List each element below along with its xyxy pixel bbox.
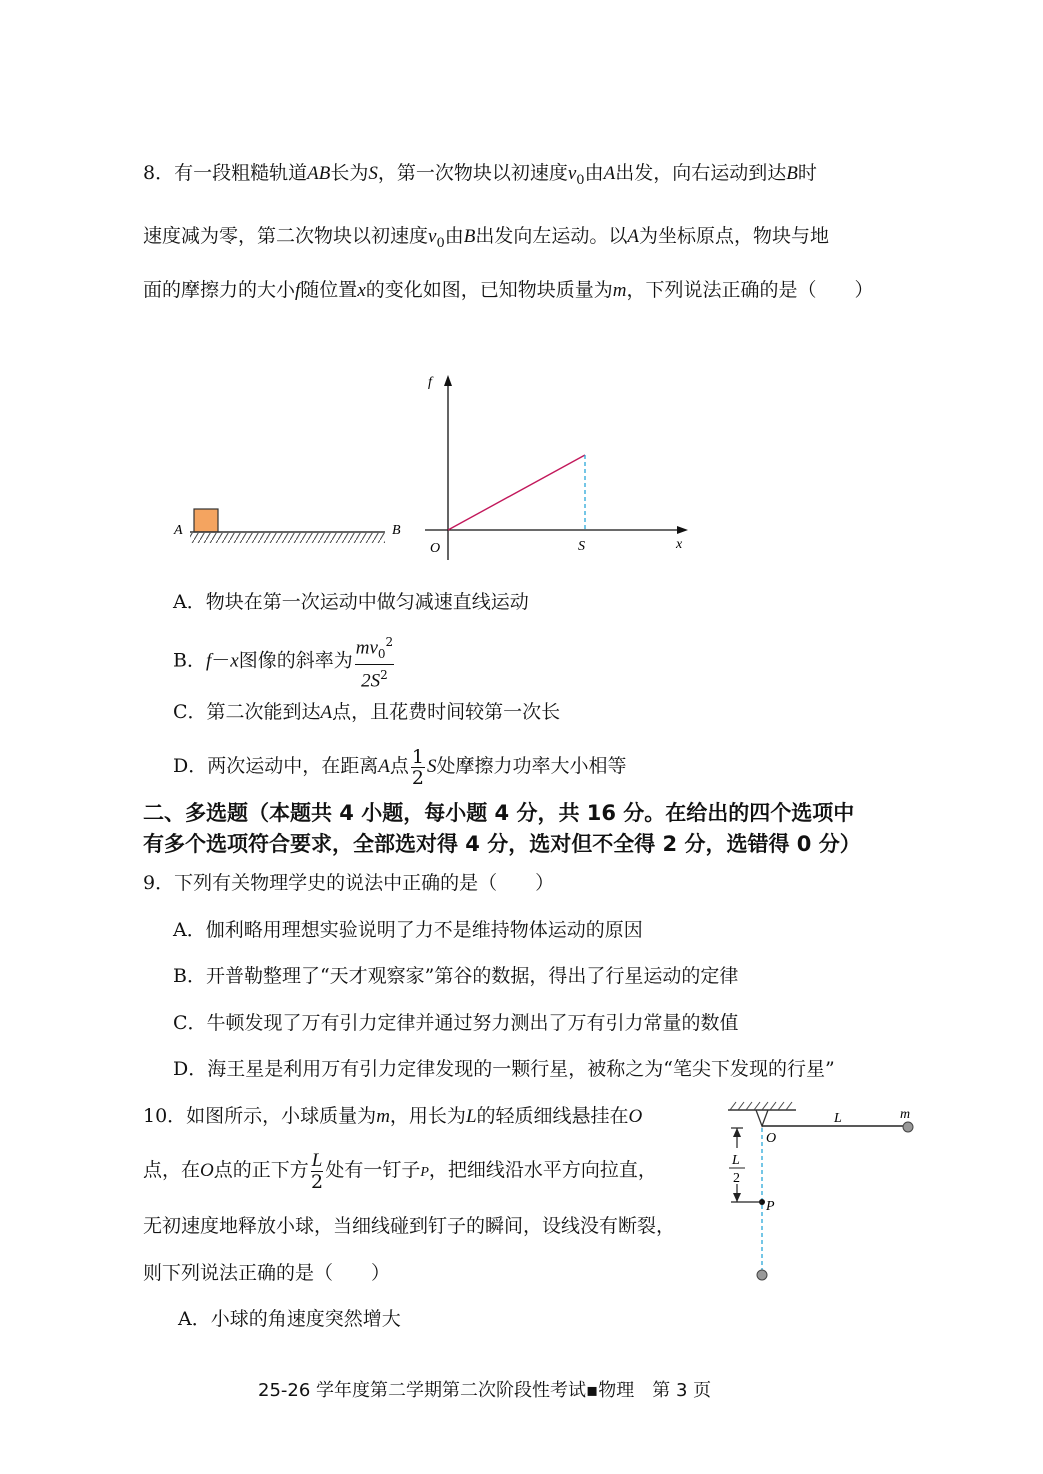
q8-stem-line-3: 面的摩擦力的大小f随位置x的变化如图，已知物块质量为m，下列说法正确的是（ ） [143,279,874,301]
arrow-down [733,1193,741,1202]
f-x-graph [420,370,700,570]
section2-heading-line-1: 二、多选题（本题共 4 小题，每小题 4 分，共 16 分。在给出的四个选项中 [143,801,855,825]
label-p: P [766,1199,775,1214]
label-o: O [766,1131,777,1146]
q8-option-d: D．两次运动中，在距离A点 $\frac{1}{2}$ S处摩擦力功率大小相等 [173,745,627,789]
ball-initial [903,1122,913,1132]
arrow-up [733,1128,741,1137]
q9-option-a: A．伽利略用理想实验说明了力不是维持物体运动的原因 [173,919,643,941]
x-axis-arrow [677,526,688,534]
axis-label-x: x [676,537,683,552]
q10-stem-line-2: 点，在O点的正下方 $\frac{L}{2}$ 处有一钉子P，把细线沿水平方向拉直， [143,1149,657,1193]
label-m: m [900,1107,911,1122]
q8-option-b: B．f－x图像的斜率为 $\frac{mv_0^2}{2S^2}$ [173,632,396,691]
track-figure [170,500,410,560]
q9-stem: 9．下列有关物理学史的说法中正确的是（ ） [143,872,555,894]
ceiling-hatching [730,1102,792,1110]
ball-bottom [757,1270,767,1280]
q10-stem-line-4: 则下列说法正确的是（ ） [143,1262,391,1284]
pendulum-figure [718,1098,928,1288]
label-l: L [834,1111,842,1126]
slope-fraction: $\frac{mv_0^2}{2S^2}$ [355,632,394,691]
q9-option-b: B．开普勒整理了“天才观察家”第谷的数据，得出了行星运动的定律 [173,965,739,987]
track-label-b: B [392,523,401,538]
series-line [448,455,585,530]
block [194,509,218,532]
q8-option-c: C．第二次能到达A点，且花费时间较第一次长 [173,701,561,723]
f-axis-arrow [444,375,452,386]
q9-option-c: C．牛顿发现了万有引力定律并通过努力测出了万有引力常量的数值 [173,1012,739,1034]
q9-option-d: D．海王星是利用万有引力定律发现的一颗行星，被称之为“笔尖下发现的行星” [173,1058,835,1080]
section2-heading-line-2: 有多个选项符合要求，全部选对得 4 分，选对但不全得 2 分，选错得 0 分） [143,832,861,856]
half-l-fraction: $\frac{L}{2}$ [311,1149,324,1193]
q8-option-a: A．物块在第一次运动中做匀减速直线运动 [173,591,529,613]
q10-stem-line-3: 无初速度地释放小球，当细线碰到钉子的瞬间，设线没有断裂， [143,1215,676,1237]
axis-label-f: f [428,375,432,390]
half-fraction: $\frac{1}{2}$ [411,745,424,789]
origin-label: O [430,541,441,556]
pivot-support [756,1110,768,1126]
q10-option-a: A．小球的角速度突然增大 [178,1308,401,1330]
track-label-a: A [174,523,183,538]
q10-stem-line-1: 10．如图所示，小球质量为m，用长为L的轻质细线悬挂在O [143,1105,643,1127]
track-hatching [190,533,385,543]
tick-label-s: S [578,539,585,554]
half-label-den: 2 [733,1171,740,1186]
q8-stem-line-1: 8．有一段粗糙轨道AB长为S，第一次物块以初速度$v_0$由A出发，向右运动到达B时 [143,162,817,188]
page-footer: 25-26 学年度第二学期第二次阶段性考试▪物理 第 3 页 [258,1380,712,1401]
q8-stem-line-2: 速度减为零，第二次物块以初速度$v_0$由B出发向左运动。以A为坐标原点，物块与地 [143,225,829,251]
half-label-num: L [732,1153,740,1168]
